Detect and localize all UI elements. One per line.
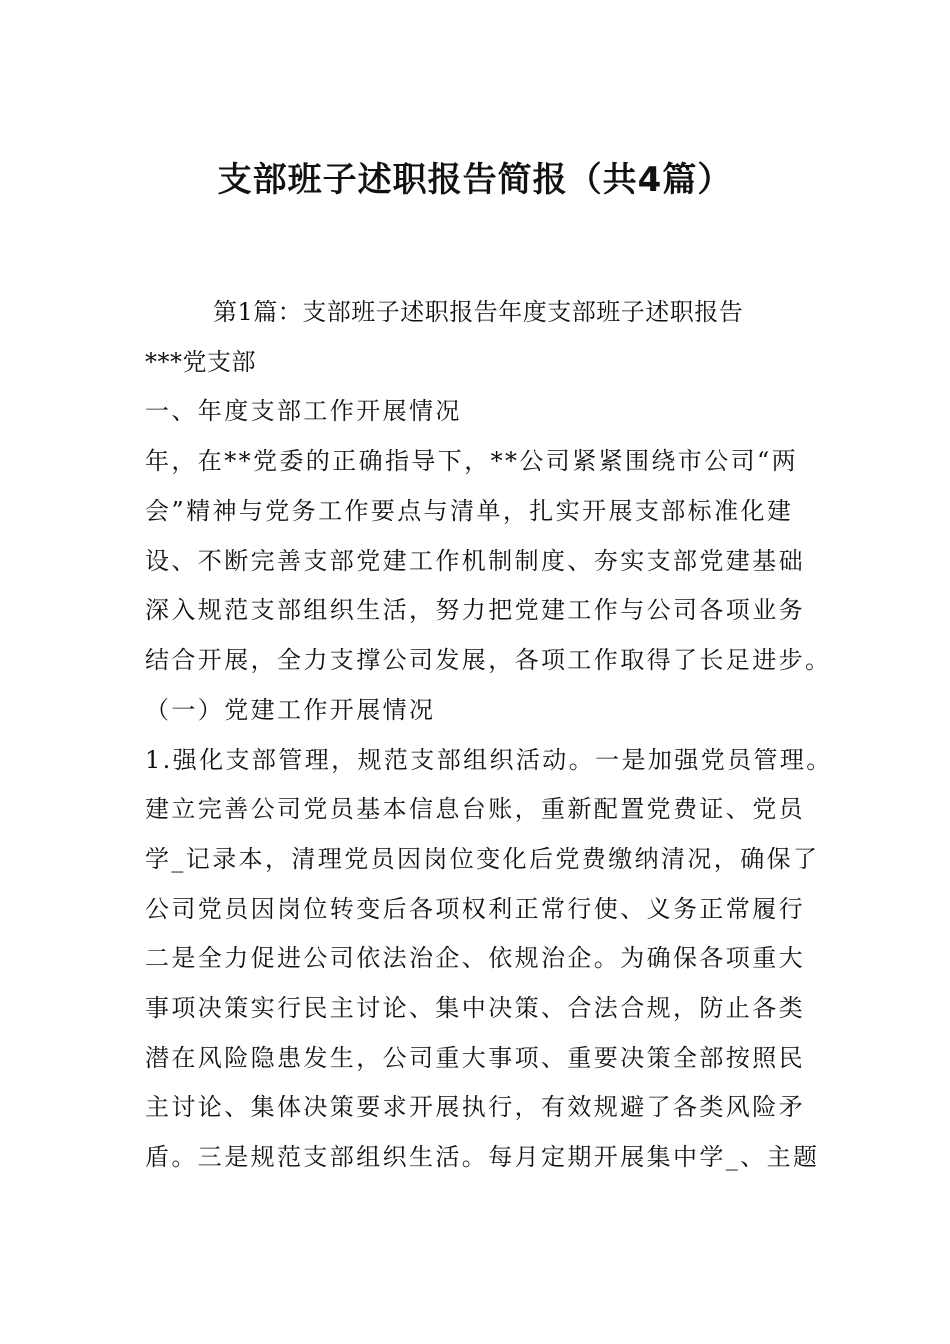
paragraph-line: 1.强化支部管理，规范支部组织活动。一是加强党员管理。 [145, 746, 833, 774]
document-title: 支部班子述职报告简报（共4篇） [217, 160, 733, 200]
paragraph-line: 会”精神与党务工作要点与清单，扎实开展支部标准化建 [145, 497, 794, 525]
paragraph-line: 二是全力促进公司依法治企、依规治企。为确保各项重大 [145, 944, 805, 972]
branch-name: ***党支部 [145, 348, 256, 376]
paragraph-line: 结合开展，全力支撑公司发展，各项工作取得了长足进步。 [145, 646, 832, 674]
paragraph-line: 公司党员因岗位转变后各项权利正常行使、义务正常履行 [145, 895, 805, 923]
subsection-heading: （一）党建工作开展情况 [145, 696, 436, 724]
paragraph-line: 学_记录本，清理党员因岗位变化后党费缴纳清况，确保了 [145, 845, 820, 873]
section-heading-part1: 第1篇：支部班子述职报告年度支部班子述职报告 [213, 298, 744, 326]
paragraph-line: 盾。三是规范支部组织生活。每月定期开展集中学_、主题 [145, 1143, 820, 1171]
paragraph-line: 深入规范支部组织生活，努力把党建工作与公司各项业务 [145, 596, 805, 624]
paragraph-line: 事项决策实行民主讨论、集中决策、合法合规，防止各类 [145, 994, 805, 1022]
paragraph-line: 设、不断完善支部党建工作机制制度、夯实支部党建基础 [145, 547, 805, 575]
paragraph-line: 年，在**党委的正确指导下，**公司紧紧围绕市公司“两 [145, 447, 799, 475]
section-heading-1: 一、年度支部工作开展情况 [145, 397, 462, 425]
paragraph-line: 主讨论、集体决策要求开展执行，有效规避了各类风险矛 [145, 1093, 805, 1121]
paragraph-line: 潜在风险隐患发生，公司重大事项、重要决策全部按照民 [145, 1044, 805, 1072]
paragraph-line: 建立完善公司党员基本信息台账，重新配置党费证、党员 [145, 795, 805, 823]
